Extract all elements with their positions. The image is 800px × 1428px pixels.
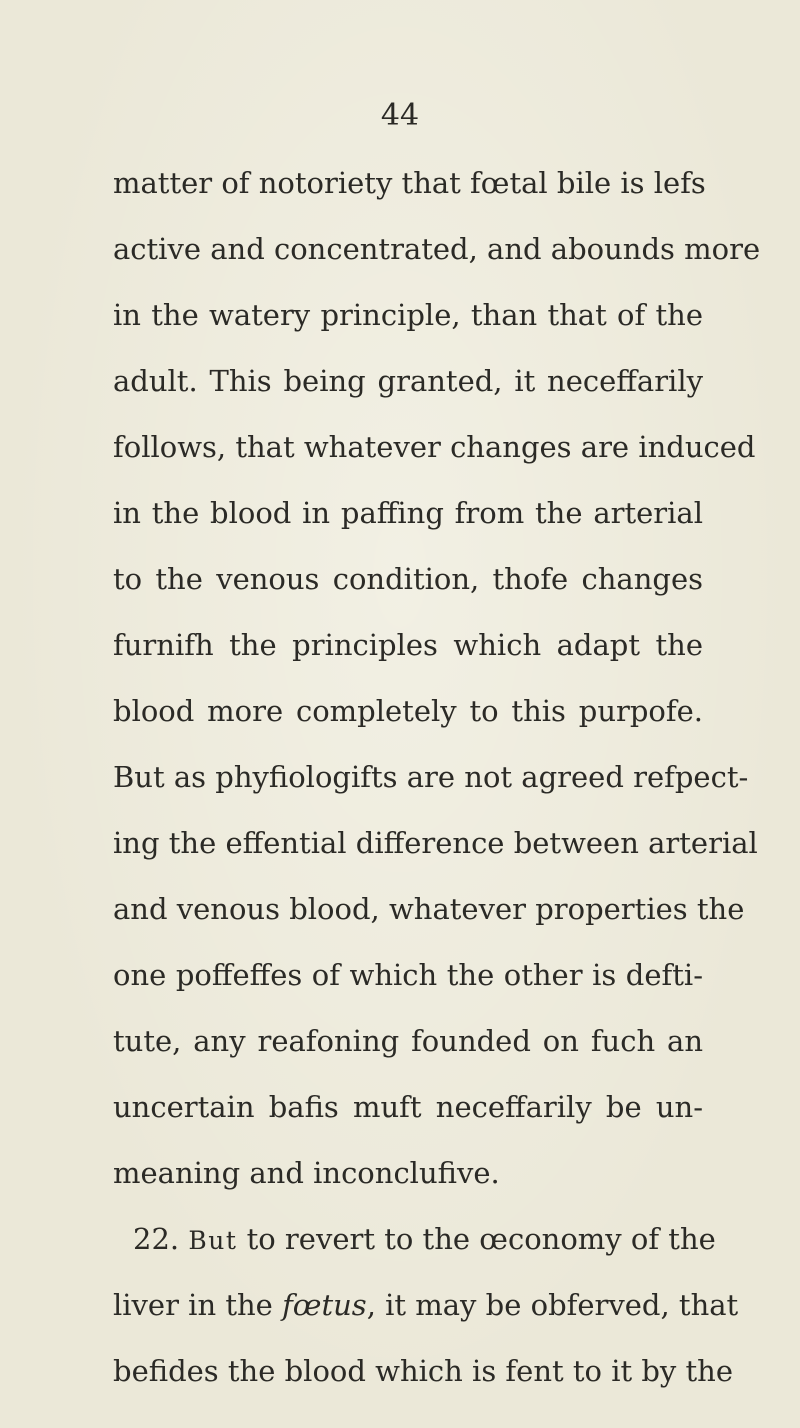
text-line-9: blood more completely to this purpofe. (113, 694, 703, 728)
line-2-suffix: , it may be obferved, that (366, 1288, 739, 1322)
text-line-13: one poffeffes of which the other is defti- (113, 958, 703, 992)
text-line-5: follows, that whatever changes are induced (113, 430, 756, 464)
paragraph-22-line-3: befides the blood which is fent to it by the (113, 1354, 734, 1388)
body-text (113, 150, 761, 1404)
text-line-14: tute, any reafoning founded on fuch an (113, 1024, 703, 1058)
paragraph-number: 22. (133, 1222, 180, 1256)
text-line-10: But as phyfiologifts are not agreed refpect- (113, 760, 749, 794)
text-line-12: and venous blood, whatever properties the (113, 892, 745, 926)
text-line-7: to the venous condition, thofe changes (113, 562, 703, 596)
small-caps-word: But (188, 1226, 238, 1255)
paragraph-22-line-1 (113, 1206, 716, 1272)
text-line-16: meaning and inconclufive. (113, 1156, 500, 1190)
page-number: 44 (380, 98, 420, 133)
text-line-2: active and concentrated, and abounds more (113, 232, 761, 266)
text-line-6: in the blood in paffing from the arterial (113, 496, 703, 530)
text-line-3: in the watery principle, than that of the (113, 298, 703, 332)
line-2-prefix: liver in the (113, 1288, 273, 1322)
paragraph-22-line-2 (113, 1272, 739, 1338)
paragraph-22-text: to revert to the œconomy of the (246, 1222, 716, 1256)
text-line-11: ing the effential difference between arterial (113, 826, 758, 860)
text-line-4: adult. This being granted, it neceffarily (113, 364, 703, 398)
text-line-1: matter of notoriety that fœtal bile is lefs (113, 166, 706, 200)
text-line-8: furnifh the principles which adapt the (113, 628, 703, 662)
italic-foetus: fœtus (282, 1288, 367, 1322)
text-line-15: uncertain bafis muft neceffarily be un- (113, 1090, 703, 1124)
